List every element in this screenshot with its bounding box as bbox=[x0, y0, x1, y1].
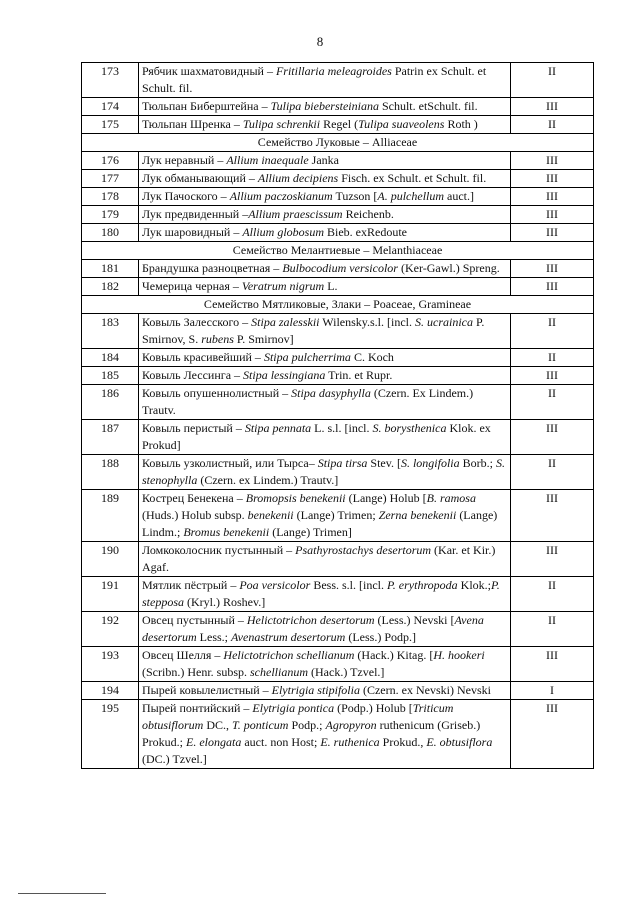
name-text: Schult. etSchult. fil. bbox=[378, 99, 478, 113]
name-text: (Hack.) Kitag. [ bbox=[354, 648, 434, 662]
page-number: 8 bbox=[316, 34, 324, 49]
name-text: Janka bbox=[308, 153, 339, 167]
species-table-body bbox=[82, 63, 594, 769]
latin-name: A. pulchellum bbox=[377, 189, 445, 203]
name-text: Podp.; bbox=[288, 718, 326, 732]
name-text: Ломкоколосник пустынный – bbox=[142, 543, 296, 557]
name-text: (Czern. ex Nevski) Nevski bbox=[359, 683, 491, 697]
name-text: (Scribn.) Henr. subsp. bbox=[142, 665, 250, 679]
status-category: II bbox=[511, 577, 594, 612]
name-text: (Podp.) Holub [ bbox=[334, 701, 413, 715]
status-category: III bbox=[511, 152, 594, 170]
status-category: II bbox=[511, 63, 594, 98]
latin-name: Zerna benekenii bbox=[378, 508, 457, 522]
table-row bbox=[82, 577, 594, 612]
species-name bbox=[139, 455, 511, 490]
name-text: C. Koch bbox=[350, 350, 394, 364]
name-text: Пырей понтийский – bbox=[142, 701, 253, 715]
family-header: Семейство Мятликовые, Злаки – Poaceae, Gramineae bbox=[82, 296, 594, 314]
species-name bbox=[139, 490, 511, 542]
name-text: Лук шаровидный – bbox=[142, 225, 243, 239]
name-text: Лук предвиденный – bbox=[142, 207, 249, 221]
name-text: Лук неравный – bbox=[142, 153, 227, 167]
name-text: Лук Пачоского – bbox=[142, 189, 230, 203]
name-text: (Kryl.) Roshev.] bbox=[184, 595, 266, 609]
name-text: Bieb. exRedoute bbox=[324, 225, 407, 239]
species-name bbox=[139, 647, 511, 682]
species-name bbox=[139, 420, 511, 455]
species-name bbox=[139, 63, 511, 98]
species-name bbox=[139, 314, 511, 349]
name-text: P. Smirnov] bbox=[233, 332, 294, 346]
table-row bbox=[82, 206, 594, 224]
name-text: (Czern. Ex Lindem.) Trautv. bbox=[142, 386, 474, 417]
species-name bbox=[139, 278, 511, 296]
latin-name: rubens bbox=[201, 332, 234, 346]
name-text: Пырей ковылелистный – bbox=[142, 683, 272, 697]
species-name bbox=[139, 98, 511, 116]
status-category: II bbox=[511, 349, 594, 367]
status-category: III bbox=[511, 700, 594, 769]
table-row bbox=[82, 647, 594, 682]
status-category: II bbox=[511, 385, 594, 420]
row-number: 178 bbox=[82, 188, 139, 206]
latin-name: Psathyrostachys desertorum bbox=[295, 543, 432, 557]
latin-name: Helictotrichon schellianum bbox=[223, 648, 355, 662]
row-number: 179 bbox=[82, 206, 139, 224]
name-text: Кострец Бенекена – bbox=[142, 491, 246, 505]
latin-name: Tulipa schrenkii bbox=[242, 117, 321, 131]
latin-name: Elytrigia stipifolia bbox=[271, 683, 360, 697]
row-number: 177 bbox=[82, 170, 139, 188]
name-text: Stev. [ bbox=[367, 456, 401, 470]
latin-name: S. stenophylla bbox=[142, 456, 505, 487]
species-name bbox=[139, 152, 511, 170]
table-row bbox=[82, 385, 594, 420]
name-text: Bess. s.l. [incl. bbox=[310, 578, 387, 592]
status-category: III bbox=[511, 224, 594, 242]
status-category: III bbox=[511, 278, 594, 296]
row-number: 189 bbox=[82, 490, 139, 542]
status-category: II bbox=[511, 612, 594, 647]
name-text: DC., bbox=[203, 718, 233, 732]
latin-name: Triticum obtusiflorum bbox=[142, 701, 454, 732]
status-category: III bbox=[511, 420, 594, 455]
table-row bbox=[82, 542, 594, 577]
latin-name: Tulipa biebersteiniana bbox=[270, 99, 379, 113]
latin-name: S. borysthenica bbox=[372, 421, 447, 435]
family-header-row bbox=[82, 242, 594, 260]
family-header: Семейство Мелантиевые – Melanthiaceae bbox=[82, 242, 594, 260]
name-text: P. Smirnov, S. bbox=[142, 315, 485, 346]
latin-name: Agropyron bbox=[325, 718, 377, 732]
footnote-rule bbox=[18, 893, 106, 894]
latin-name: benekenii bbox=[247, 508, 294, 522]
row-number: 176 bbox=[82, 152, 139, 170]
name-text: auct. non Host; bbox=[241, 735, 321, 749]
species-name bbox=[139, 116, 511, 134]
latin-name: Stipa pennata bbox=[244, 421, 312, 435]
row-number: 175 bbox=[82, 116, 139, 134]
name-text: Рябчик шахматовидный – bbox=[142, 64, 276, 78]
name-text: L. bbox=[324, 279, 338, 293]
species-name bbox=[139, 224, 511, 242]
table-row bbox=[82, 98, 594, 116]
name-text: Trin. et Rupr. bbox=[325, 368, 393, 382]
latin-name: E. elongata bbox=[186, 735, 242, 749]
row-number: 183 bbox=[82, 314, 139, 349]
name-text: (Lange) Lindm.; bbox=[142, 508, 498, 539]
status-category: I bbox=[511, 682, 594, 700]
status-category: III bbox=[511, 170, 594, 188]
species-name bbox=[139, 542, 511, 577]
name-text: auct.] bbox=[444, 189, 475, 203]
latin-name: Bromopsis benekenii bbox=[245, 491, 346, 505]
name-text: (Hack.) Tzvel.] bbox=[308, 665, 385, 679]
name-text: Ковыль опушеннолистный – bbox=[142, 386, 292, 400]
species-name bbox=[139, 260, 511, 278]
name-text: Klok.; bbox=[457, 578, 492, 592]
row-number: 194 bbox=[82, 682, 139, 700]
status-category: III bbox=[511, 206, 594, 224]
species-table bbox=[81, 62, 594, 769]
species-name bbox=[139, 682, 511, 700]
latin-name: E. obtusiflora bbox=[426, 735, 493, 749]
status-category: III bbox=[511, 98, 594, 116]
latin-name: S. longifolia bbox=[400, 456, 460, 470]
status-category: III bbox=[511, 647, 594, 682]
table-row bbox=[82, 278, 594, 296]
row-number: 181 bbox=[82, 260, 139, 278]
name-text: (Lange) Trimen; bbox=[293, 508, 379, 522]
row-number: 195 bbox=[82, 700, 139, 769]
name-text: (Ker-Gawl.) Spreng. bbox=[397, 261, 500, 275]
latin-name: Bromus benekenii bbox=[183, 525, 270, 539]
table-row bbox=[82, 367, 594, 385]
latin-name: Fritillaria meleagroides bbox=[275, 64, 392, 78]
name-text: Fisch. ex Schult. et Schult. fil. bbox=[338, 171, 487, 185]
name-text: Prokud., bbox=[379, 735, 427, 749]
name-text: Ковыль Залесского – bbox=[142, 315, 252, 329]
latin-name: Stipa pulcherrima bbox=[263, 350, 351, 364]
row-number: 193 bbox=[82, 647, 139, 682]
species-name bbox=[139, 170, 511, 188]
name-text: (DC.) Tzvel.] bbox=[142, 752, 207, 766]
table-row bbox=[82, 224, 594, 242]
latin-name: Allium decipiens bbox=[257, 171, 339, 185]
name-text: Regel ( bbox=[320, 117, 359, 131]
name-text: (Huds.) Holub subsp. bbox=[142, 508, 248, 522]
name-text: Roth ) bbox=[444, 117, 478, 131]
species-name bbox=[139, 612, 511, 647]
name-text: Ковыль перистый – bbox=[142, 421, 245, 435]
latin-name: P. stepposa bbox=[142, 578, 500, 609]
name-text: (Less.) Nevski [ bbox=[374, 613, 455, 627]
table-row bbox=[82, 420, 594, 455]
row-number: 174 bbox=[82, 98, 139, 116]
row-number: 190 bbox=[82, 542, 139, 577]
table-row bbox=[82, 490, 594, 542]
name-text: Ковыль узколистный, или Тырса– bbox=[142, 456, 318, 470]
species-name bbox=[139, 349, 511, 367]
name-text: Брандушка разноцветная – bbox=[142, 261, 283, 275]
row-number: 185 bbox=[82, 367, 139, 385]
table-row bbox=[82, 700, 594, 769]
name-text: Ковыль красивейший – bbox=[142, 350, 264, 364]
latin-name: Stipa tirsa bbox=[317, 456, 368, 470]
status-category: III bbox=[511, 188, 594, 206]
latin-name: H. hookeri bbox=[433, 648, 485, 662]
name-text: (Czern. ex Lindem.) Trautv.] bbox=[197, 473, 339, 487]
species-name bbox=[139, 188, 511, 206]
name-text: L. s.l. [incl. bbox=[311, 421, 373, 435]
latin-name: Bulbocodium versicolor bbox=[282, 261, 398, 275]
name-text: Чемерица черная – bbox=[142, 279, 242, 293]
status-category: II bbox=[511, 314, 594, 349]
latin-name: Allium globosum bbox=[242, 225, 325, 239]
name-text: Лук обманывающий – bbox=[142, 171, 258, 185]
name-text: Тюльпан Биберштейна – bbox=[142, 99, 271, 113]
row-number: 180 bbox=[82, 224, 139, 242]
name-text: Ковыль Лессинга – bbox=[142, 368, 244, 382]
species-name bbox=[139, 577, 511, 612]
table-row bbox=[82, 349, 594, 367]
table-row bbox=[82, 116, 594, 134]
table-row bbox=[82, 314, 594, 349]
latin-name: Allium inaequale bbox=[226, 153, 309, 167]
name-text: Мятлик пёстрый – bbox=[142, 578, 240, 592]
latin-name: Avenastrum desertorum bbox=[231, 630, 346, 644]
name-text: ruthenicum (Griseb.) Prokud.; bbox=[142, 718, 481, 749]
name-text: Тюльпан Шренка – bbox=[142, 117, 243, 131]
latin-name: Allium praescissum bbox=[248, 207, 343, 221]
name-text: Овсец Шелля – bbox=[142, 648, 224, 662]
table-row bbox=[82, 260, 594, 278]
latin-name: Veratrum nigrum bbox=[241, 279, 325, 293]
latin-name: Stipa dasyphylla bbox=[291, 386, 371, 400]
latin-name: B. ramosa bbox=[426, 491, 476, 505]
latin-name: Poa versicolor bbox=[239, 578, 311, 592]
species-name bbox=[139, 206, 511, 224]
status-category: III bbox=[511, 490, 594, 542]
name-text: Patrin ex Schult. et Schult. fil. bbox=[142, 64, 487, 95]
latin-name: P. erythropoda bbox=[387, 578, 458, 592]
table-row bbox=[82, 455, 594, 490]
family-header: Семейство Луковые – Alliaceae bbox=[82, 134, 594, 152]
name-text: (Lange) Holub [ bbox=[345, 491, 427, 505]
name-text: Овсец пустынный – bbox=[142, 613, 247, 627]
latin-name: Helictotrichon desertorum bbox=[246, 613, 375, 627]
row-number: 186 bbox=[82, 385, 139, 420]
name-text: (Less.) Podp.] bbox=[345, 630, 417, 644]
table-row bbox=[82, 170, 594, 188]
table-row bbox=[82, 682, 594, 700]
table-row bbox=[82, 612, 594, 647]
family-header-row bbox=[82, 134, 594, 152]
row-number: 173 bbox=[82, 63, 139, 98]
name-text: (Lange) Trimen] bbox=[269, 525, 352, 539]
species-name bbox=[139, 367, 511, 385]
latin-name: Stipa zalesskii bbox=[251, 315, 320, 329]
latin-name: E. ruthenica bbox=[320, 735, 380, 749]
status-category: III bbox=[511, 542, 594, 577]
name-text: Less.; bbox=[196, 630, 232, 644]
latin-name: S. ucrainica bbox=[415, 315, 474, 329]
latin-name: Avena desertorum bbox=[142, 613, 484, 644]
family-header-row bbox=[82, 296, 594, 314]
row-number: 184 bbox=[82, 349, 139, 367]
species-name bbox=[139, 385, 511, 420]
species-name bbox=[139, 700, 511, 769]
row-number: 192 bbox=[82, 612, 139, 647]
table-row bbox=[82, 63, 594, 98]
latin-name: Elytrigia pontica bbox=[252, 701, 335, 715]
table-row bbox=[82, 152, 594, 170]
row-number: 187 bbox=[82, 420, 139, 455]
latin-name: Stipa lessingiana bbox=[243, 368, 326, 382]
name-text: (Kar. et Kir.) Agaf. bbox=[142, 543, 496, 574]
row-number: 191 bbox=[82, 577, 139, 612]
status-category: III bbox=[511, 260, 594, 278]
name-text: Klok. ex Prokud] bbox=[142, 421, 491, 452]
name-text: Borb.; bbox=[459, 456, 496, 470]
name-text: Wilensky.s.l. [incl. bbox=[319, 315, 416, 329]
row-number: 188 bbox=[82, 455, 139, 490]
status-category: II bbox=[511, 116, 594, 134]
latin-name: T. ponticum bbox=[232, 718, 289, 732]
status-category: III bbox=[511, 367, 594, 385]
latin-name: Tulipa suaveolens bbox=[358, 117, 445, 131]
table-row bbox=[82, 188, 594, 206]
name-text: Reichenb. bbox=[342, 207, 394, 221]
status-category: II bbox=[511, 455, 594, 490]
row-number: 182 bbox=[82, 278, 139, 296]
latin-name: schellianum bbox=[250, 665, 308, 679]
latin-name: Allium paczoskianum bbox=[229, 189, 333, 203]
name-text: Tuzson [ bbox=[332, 189, 378, 203]
